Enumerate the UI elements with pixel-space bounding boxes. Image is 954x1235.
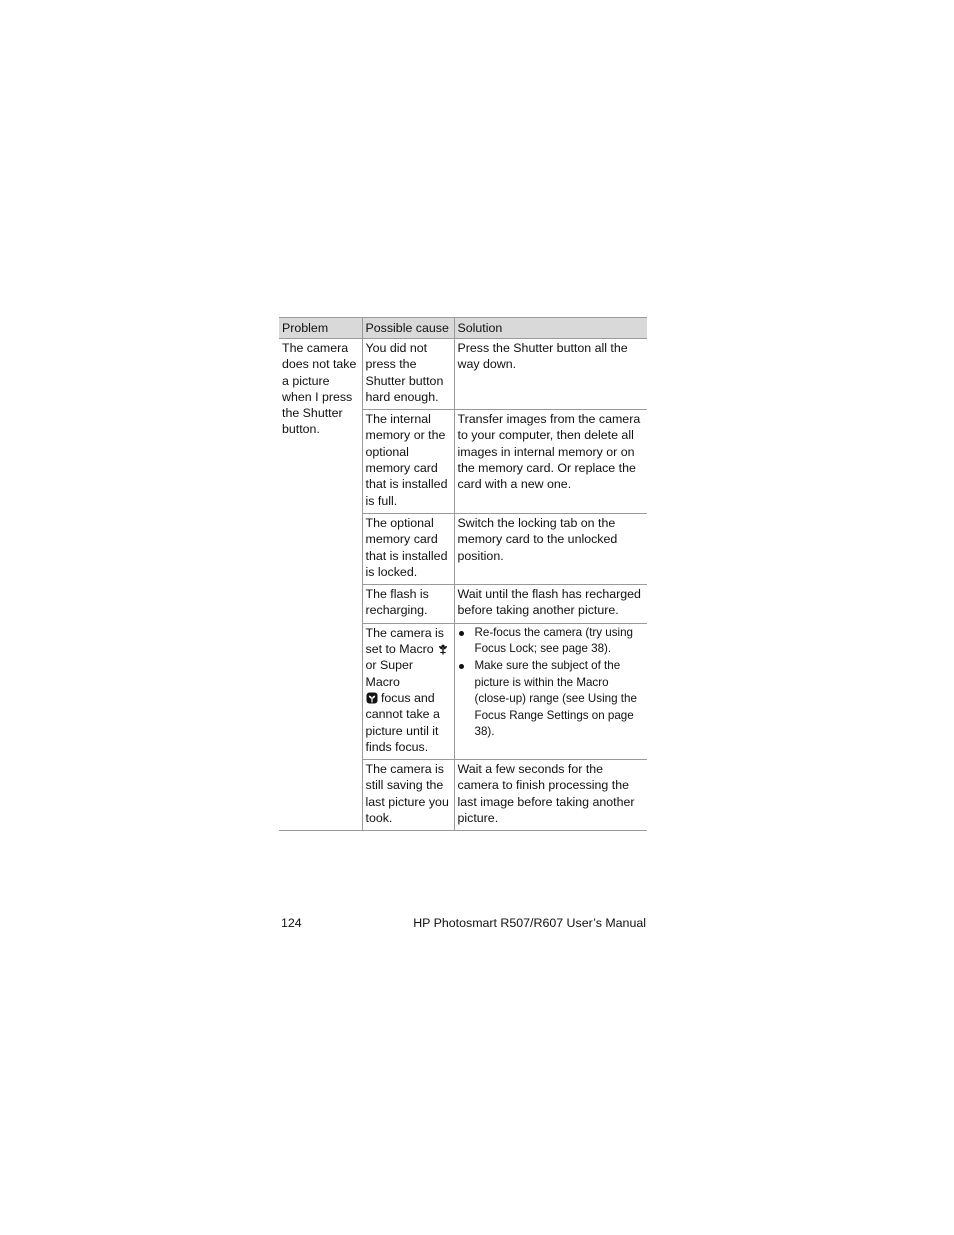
cause-text-part: or Super Macro	[365, 658, 414, 689]
cause-text-part: focus and cannot take a picture until it finds focus.	[365, 690, 440, 754]
solution-bullet-list	[458, 625, 645, 741]
cause-cell: The internal memory or the optional memory card that is installed is full.	[362, 410, 454, 514]
solution-cell	[454, 623, 647, 759]
super-macro-icon	[366, 692, 378, 704]
cause-cell: The optional memory card that is installed is locked.	[362, 513, 454, 584]
bullet-icon	[459, 664, 464, 669]
header-solution: Solution	[454, 318, 647, 339]
header-possible-cause: Possible cause	[362, 318, 454, 339]
solution-cell: Wait a few seconds for the camera to finish processing the last image before taking another picture.	[454, 760, 647, 831]
page-number: 124	[281, 916, 302, 930]
solution-cell: Press the Shutter button all the way down.	[454, 339, 647, 410]
header-problem: Problem	[279, 318, 362, 339]
solution-cell: Wait until the flash has recharged before taking another picture.	[454, 585, 647, 624]
table-row	[279, 339, 647, 410]
cause-text-part: The camera is set to Macro	[365, 625, 445, 657]
bullet-icon	[459, 631, 464, 636]
table-header-row	[279, 318, 647, 339]
manual-title: HP Photosmart R507/R607 User’s Manual	[413, 916, 646, 930]
cause-cell	[362, 623, 454, 759]
bullet-text: Re-focus the camera (try using Focus Lock; see page 38).	[474, 625, 634, 656]
list-item	[458, 658, 645, 741]
cause-cell: You did not press the Shutter button hard enough.	[362, 339, 454, 410]
cause-cell: The flash is recharging.	[362, 585, 454, 624]
problem-cell: The camera does not take a picture when I press the Shutter button.	[279, 339, 362, 831]
macro-flower-icon	[437, 643, 449, 655]
cause-cell: The camera is still saving the last picture you took.	[362, 760, 454, 831]
troubleshooting-table	[279, 317, 647, 831]
solution-cell: Transfer images from the camera to your computer, then delete all images in internal memory or on the memory card. Or replace the card with a new one.	[454, 410, 647, 514]
solution-cell: Switch the locking tab on the memory card to the unlocked position.	[454, 513, 647, 584]
bullet-text: Make sure the subject of the picture is within the Macro (close-up) range (see Using the Focus Range Settings on page 38).	[474, 658, 637, 739]
list-item	[458, 625, 645, 658]
